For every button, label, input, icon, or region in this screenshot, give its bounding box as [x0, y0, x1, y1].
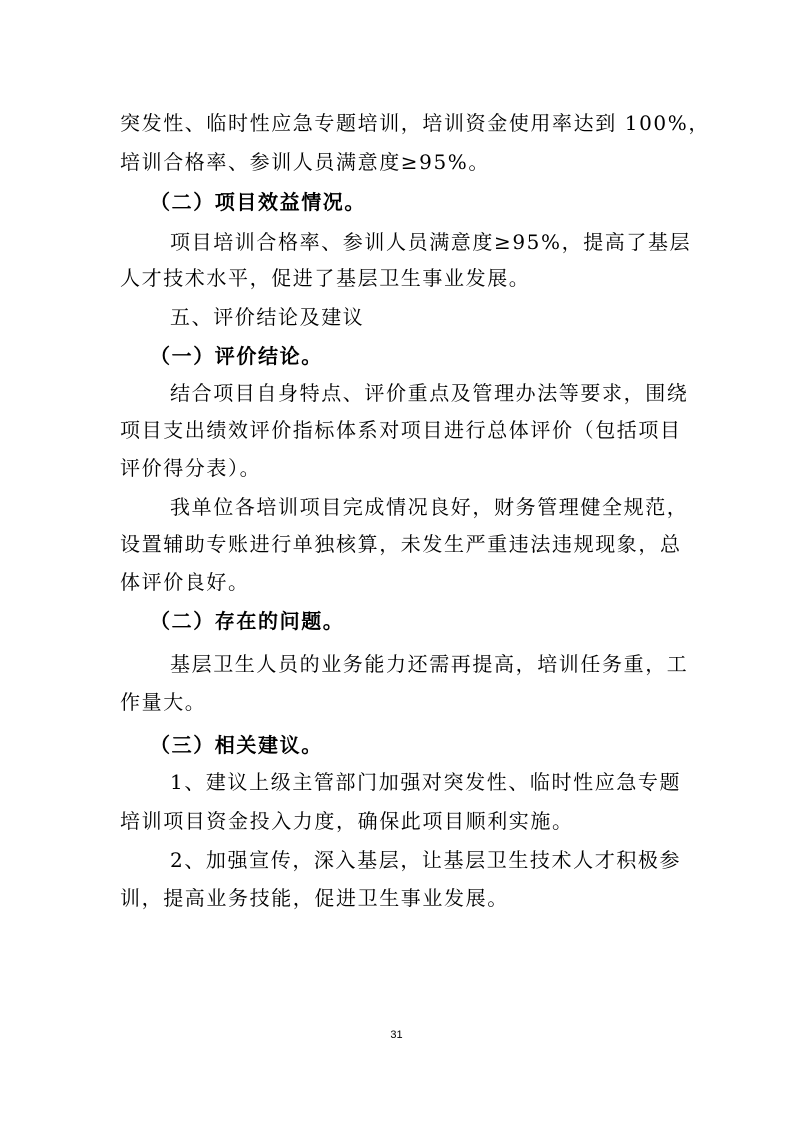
- paragraph-line: 基层卫生人员的业务能力还需再提高，培训任务重，工: [170, 652, 689, 676]
- page-number: 31: [390, 1029, 403, 1041]
- paragraph-line: 2、加强宣传，深入基层，让基层卫生技术人才积极参: [170, 848, 682, 872]
- section-heading: （二）项目效益情况。: [150, 190, 366, 214]
- section-heading: （三）相关建议。: [150, 733, 323, 757]
- section-heading: （二）存在的问题。: [150, 609, 345, 633]
- paragraph-line: 我单位各培训项目完成情况良好，财务管理健全规范，: [170, 495, 689, 519]
- paragraph-line: 评价得分表）。: [120, 456, 262, 480]
- paragraph-line: 1、建议上级主管部门加强对突发性、临时性应急专题: [170, 770, 682, 794]
- paragraph-line: 项目培训合格率、参训人员满意度≥95%，提高了基层: [170, 230, 692, 254]
- paragraph-line: 结合项目自身特点、评价重点及管理办法等要求，围绕: [170, 381, 689, 405]
- paragraph-line: 培训项目资金投入力度，确保此项目顺利实施。: [120, 809, 574, 833]
- paragraph-line: 突发性、临时性应急专题培训，培训资金使用率达到 100%，: [120, 111, 710, 135]
- chapter-heading: 五、评价结论及建议: [170, 305, 365, 329]
- paragraph-line: 训，提高业务技能，促进卫生事业发展。: [120, 886, 509, 910]
- paragraph-line: 设置辅助专账进行单独核算，未发生严重违法违规现象，总: [120, 532, 682, 556]
- paragraph-line: 作量大。: [120, 690, 207, 714]
- paragraph-line: 培训合格率、参训人员满意度≥95%。: [120, 150, 491, 174]
- paragraph-line: 项目支出绩效评价指标体系对项目进行总体评价（包括项目: [120, 418, 682, 442]
- paragraph-line: 人才技术水平，促进了基层卫生事业发展。: [120, 266, 531, 290]
- section-heading: （一）评价结论。: [150, 344, 323, 368]
- paragraph-line: 体评价良好。: [120, 570, 250, 594]
